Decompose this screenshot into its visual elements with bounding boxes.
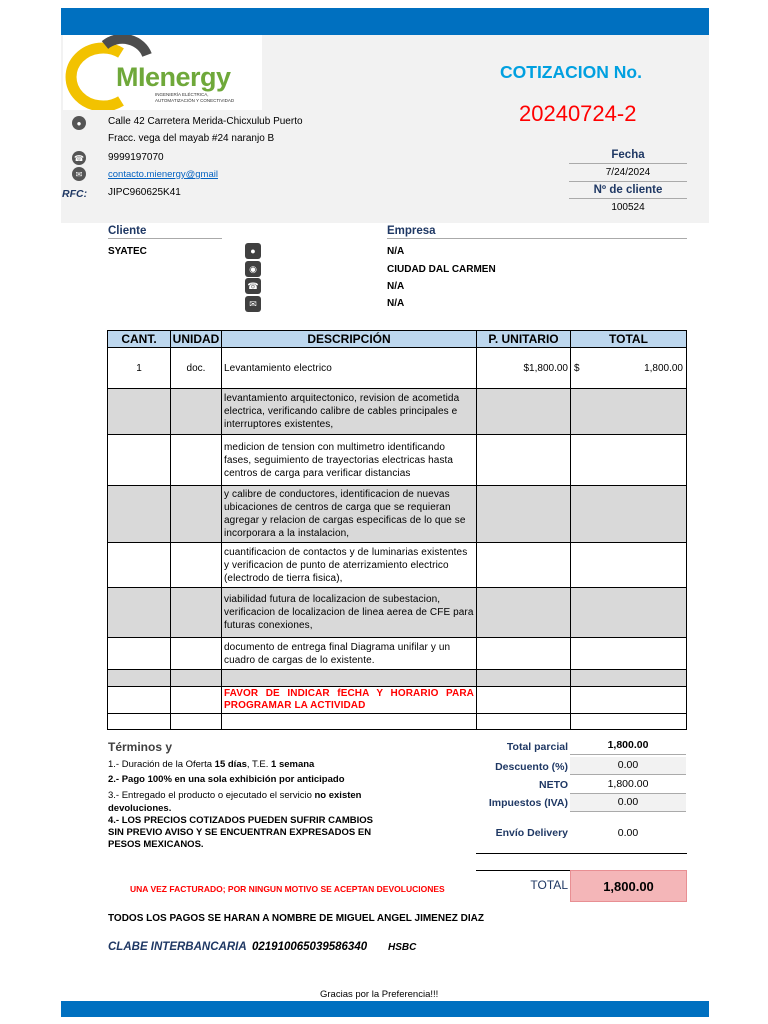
total-value: 1,800.00	[570, 870, 687, 902]
company-rfc: JIPC960625K41	[108, 187, 181, 198]
item-qty: 1	[108, 348, 171, 389]
table-row	[108, 588, 687, 638]
delivery-value: 0.00	[617, 827, 639, 839]
detail-text: viabilidad futura de localizacion de subestacion, verificacion de localizacion de linea aerea de CFE para futuras conexiones,	[222, 588, 477, 638]
client-label: Cliente	[108, 225, 222, 239]
delivery-label: Envío Delivery	[495, 827, 568, 839]
client-number: 100524	[611, 202, 645, 213]
client-name: SYATEC	[108, 246, 147, 257]
client-contact: N/A	[387, 246, 405, 257]
location-pin-icon: ●	[72, 116, 86, 130]
quote-title: COTIZACION No.	[500, 62, 642, 82]
detail-text: y calibre de conductores, identificacion de nuevas ubicaciones de centros de carga que se requieran agregar y relacion de cargas especificas de lo que se incorporara a la instalacion,	[222, 486, 477, 543]
term-2: 2.- Pago 100% en una sola exhibición por anticipado	[108, 774, 345, 785]
table-row	[108, 670, 687, 687]
header-unit: UNIDAD	[171, 331, 222, 348]
clabe-number: 021910065039586340	[252, 941, 368, 953]
top-accent-bar	[61, 8, 709, 35]
detail-text: cuantificacion de contactos y de luminarias existentes y verificacion de punto de aterrizamiento electrico (electrodo de tierra fisica),	[222, 543, 477, 588]
table-row	[108, 435, 687, 486]
company-address-line2: Fracc. vega del mayab #24 naranjo B	[108, 133, 275, 144]
company-email-link[interactable]: contacto.mienergy@gmail	[108, 169, 218, 180]
quote-number: 20240724-2	[519, 101, 637, 126]
table-row	[108, 348, 687, 389]
item-unit: doc.	[171, 348, 222, 389]
term-4: 4.- LOS PRECIOS COTIZADOS PUEDEN SUFRIR CAMBIOS SIN PREVIO AVISO Y SE ENCUENTRAN EXPRESADOS EN PESOS MEXICANOS.	[108, 815, 373, 850]
detail-text: medicion de tension con multimetro identificando fases, seguimiento de trayectorias electricas hasta centros de carga para verificar distancias	[222, 435, 477, 486]
rfc-label: RFC:	[62, 188, 88, 200]
client-phone: N/A	[387, 281, 405, 292]
quote-date: 7/24/2024	[569, 167, 687, 182]
company-logo	[63, 35, 262, 110]
phone-icon: ☎	[245, 278, 261, 294]
email-icon: ✉	[72, 167, 86, 181]
table-row	[108, 486, 687, 543]
items-table	[107, 330, 687, 730]
discount-label: Descuento (%)	[495, 761, 568, 773]
company-label: Empresa	[387, 225, 687, 239]
subtotal-label: Total parcial	[506, 741, 568, 753]
client-number-label: Nº de cliente	[569, 184, 687, 199]
total-label: TOTAL	[530, 878, 568, 892]
header-description: DESCRIPCIÓN	[222, 331, 477, 348]
user-icon: ●	[245, 243, 261, 259]
header-unit-price: P. UNITARIO	[477, 331, 571, 348]
client-location: CIUDAD DAL CARMEN	[387, 264, 496, 275]
logo-subtitle-1: INGENIERÍA ELÉCTRICA,	[155, 92, 209, 97]
header-qty: CANT.	[108, 331, 171, 348]
table-header-row	[108, 331, 687, 348]
item-total: 1,800.00	[644, 362, 683, 374]
terms-title: Términos y	[108, 740, 173, 754]
item-unit-price: $1,800.00	[477, 348, 571, 389]
logo-wordmark: MIenergy	[116, 62, 231, 92]
table-row	[108, 389, 687, 435]
clabe-label: CLABE INTERBANCARIA	[108, 941, 247, 953]
date-label: Fecha	[569, 149, 687, 164]
detail-text: documento de entrega final Diagrama unifilar y un cuadro de cargas de lo existente.	[222, 638, 477, 670]
company-phone: 9999197070	[108, 152, 164, 163]
net-value: 1,800.00	[570, 776, 686, 794]
table-row	[108, 543, 687, 588]
phone-icon: ☎	[72, 151, 86, 165]
email-icon: ✉	[245, 296, 261, 312]
company-address-line1: Calle 42 Carretera Merida-Chicxulub Puerto	[108, 116, 303, 127]
term-1: 1.- Duración de la Oferta 15 días, T.E. 1 semana	[108, 759, 315, 770]
bottom-accent-bar	[61, 1001, 709, 1017]
no-returns-notice: UNA VEZ FACTURADO; POR NINGUN MOTIVO SE ACEPTAN DEVOLUCIONES	[130, 884, 445, 894]
thanks-message: Gracias por la Preferencia!!!	[320, 989, 439, 1000]
discount-value: 0.00	[570, 757, 686, 775]
summary-divider	[476, 853, 687, 854]
client-email: N/A	[387, 298, 405, 309]
item-description: Levantamiento electrico	[222, 348, 477, 389]
tax-value: 0.00	[570, 794, 686, 812]
tax-label: Impuestos (IVA)	[488, 797, 568, 809]
net-label: NETO	[539, 779, 568, 791]
location-pin-icon: ◉	[245, 261, 261, 277]
subtotal-value: 1,800.00	[570, 739, 686, 755]
item-total-cell	[571, 348, 687, 389]
bank-name: HSBC	[388, 942, 417, 953]
logo-subtitle-2: AUTOMATIZACIÓN Y CONECTIVIDAD	[155, 98, 235, 103]
table-row	[108, 638, 687, 670]
payments-notice: TODOS LOS PAGOS SE HARAN A NOMBRE DE MIGUEL ANGEL JIMENEZ DIAZ	[108, 913, 484, 924]
header-total: TOTAL	[571, 331, 687, 348]
detail-text: levantamiento arquitectonico, revision de acometida electrica, verificando calibre de cables principales e interruptores existentes,	[222, 389, 477, 435]
schedule-notice: FAVOR DE INDICAR fECHA Y HORARIO PARA PROGRAMAR LA ACTIVIDAD	[222, 687, 477, 714]
table-row	[108, 714, 687, 730]
term-3: 3.- Entregado el producto o ejecutado el servicio no existen devoluciones.	[108, 790, 362, 814]
item-currency: $	[574, 362, 580, 374]
table-row	[108, 687, 687, 714]
